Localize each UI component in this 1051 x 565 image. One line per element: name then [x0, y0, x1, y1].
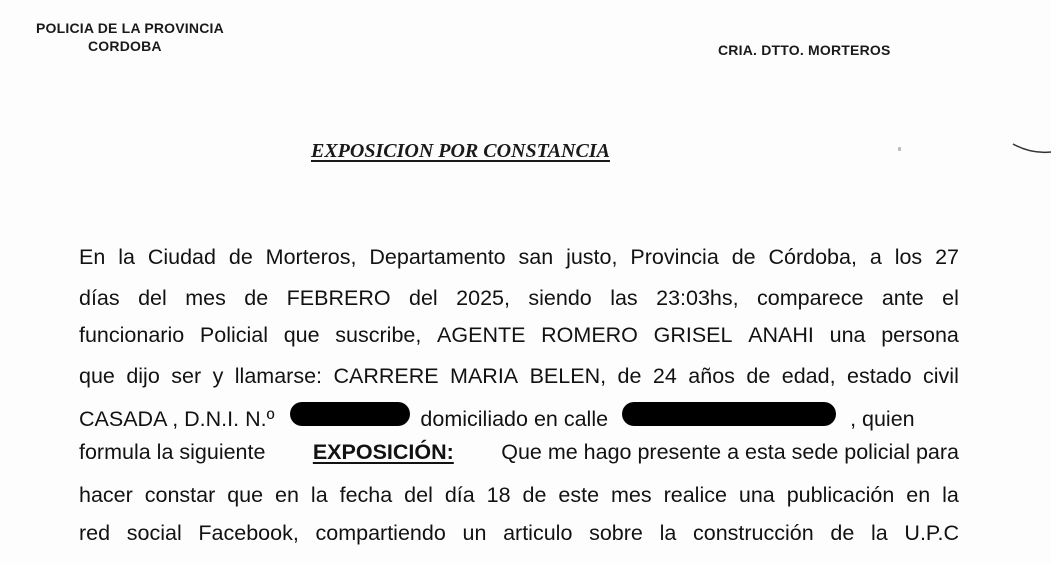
- word: la: [942, 483, 959, 507]
- body-line-3: [79, 323, 959, 348]
- word: compartiendo: [315, 521, 446, 545]
- word: FEBRERO: [286, 286, 391, 310]
- word: CARRERE: [333, 364, 439, 388]
- word: ser: [171, 364, 202, 388]
- word: años: [688, 364, 735, 388]
- word: 27: [935, 245, 959, 269]
- word: de: [830, 521, 855, 545]
- word: de: [617, 364, 642, 388]
- word: la: [118, 245, 135, 269]
- body-text-4: [79, 364, 959, 389]
- word: de: [244, 286, 269, 310]
- word: días: [79, 286, 120, 310]
- word: ante: [881, 286, 924, 310]
- word: persona: [881, 323, 959, 347]
- word: GRISEL: [653, 323, 733, 347]
- body-line-4: [79, 364, 959, 389]
- word: la: [871, 521, 888, 545]
- word: a: [869, 245, 882, 269]
- word: 24: [652, 364, 677, 388]
- body-text-1: [79, 245, 959, 270]
- scan-speck: [898, 147, 901, 151]
- scan-edge-mark: [1011, 140, 1051, 160]
- body-text-8: [79, 521, 959, 546]
- word: U.P.C: [904, 521, 959, 545]
- body-line-7: [79, 483, 959, 508]
- body-text-7: [79, 483, 959, 508]
- word: 23:03hs,: [656, 286, 739, 310]
- word: En: [79, 245, 106, 269]
- word: realice: [663, 483, 727, 507]
- word: construcción: [693, 521, 814, 545]
- word: hacer: [79, 483, 133, 507]
- word: que: [283, 323, 320, 347]
- body-text-2: [79, 286, 959, 311]
- word: funcionario: [79, 323, 185, 347]
- body-line-1: [79, 245, 959, 270]
- word: una: [829, 323, 866, 347]
- word: las: [610, 286, 638, 310]
- word: mes: [185, 286, 226, 310]
- body-text-6a: formula la siguiente: [79, 440, 266, 464]
- word: la: [310, 483, 328, 507]
- word: dijo: [126, 364, 160, 388]
- word: mes: [611, 483, 652, 507]
- body-text-3: [79, 323, 959, 348]
- word: Morteros,: [265, 245, 357, 269]
- exposition-keyword: EXPOSICIÓN:: [312, 440, 454, 464]
- word: día: [444, 483, 475, 507]
- redacted-dni: [290, 402, 410, 426]
- word: constar: [144, 483, 216, 507]
- word: justo,: [566, 245, 618, 269]
- word: red: [79, 521, 111, 545]
- header-institution: POLICIA DE LA PROVINCIA: [36, 20, 224, 36]
- word: de: [522, 483, 547, 507]
- redacted-address: [622, 402, 836, 426]
- word: sobre: [589, 521, 643, 545]
- word: fecha: [339, 483, 393, 507]
- word: del: [409, 286, 438, 310]
- word: Facebook,: [198, 521, 299, 545]
- word: la: [659, 521, 677, 545]
- word: que: [227, 483, 264, 507]
- word: 2025,: [456, 286, 510, 310]
- word: llamarse:: [234, 364, 322, 388]
- word: del: [404, 483, 433, 507]
- word: del: [138, 286, 167, 310]
- dni-label: CASADA , D.N.I. N.º: [79, 407, 275, 431]
- word: en: [906, 483, 931, 507]
- word: publicación: [786, 483, 895, 507]
- word: ANAHI: [748, 323, 814, 347]
- word: un: [462, 521, 487, 545]
- word: suscribe,: [335, 323, 422, 347]
- header-station: CRIA. DTTO. MORTEROS: [718, 42, 891, 58]
- body-line-8: [79, 521, 959, 546]
- word: 18: [486, 483, 511, 507]
- word: Córdoba,: [768, 245, 857, 269]
- word: civil: [923, 364, 959, 388]
- word: siendo: [528, 286, 592, 310]
- word: de: [731, 245, 756, 269]
- document-title: EXPOSICION POR CONSTANCIA: [311, 140, 610, 162]
- word: edad,: [781, 364, 836, 388]
- word: AGENTE: [437, 323, 526, 347]
- word: este: [558, 483, 600, 507]
- word: social: [126, 521, 182, 545]
- word: Departamento: [369, 245, 506, 269]
- address-tail: , quien: [850, 407, 915, 431]
- body-line-2: [79, 286, 959, 311]
- word: Provincia: [630, 245, 719, 269]
- word: de: [746, 364, 771, 388]
- word: una: [738, 483, 775, 507]
- word: de: [228, 245, 253, 269]
- word: Ciudad: [147, 245, 216, 269]
- word: estado: [847, 364, 912, 388]
- word: el: [942, 286, 959, 310]
- word: articulo: [503, 521, 573, 545]
- word: MARIA: [450, 364, 519, 388]
- body-line-6: [79, 440, 959, 465]
- word: que: [79, 364, 115, 388]
- word: BELEN,: [529, 364, 607, 388]
- body-line-5: [79, 402, 959, 432]
- word: san: [518, 245, 554, 269]
- word: y: [212, 364, 224, 388]
- word: comparece: [757, 286, 864, 310]
- address-label: domiciliado en calle: [420, 407, 609, 431]
- body-text-6c: Que me hago presente a esta sede policial para: [501, 440, 959, 464]
- word: en: [275, 483, 299, 507]
- header-province: CORDOBA: [88, 38, 162, 54]
- word: ROMERO: [541, 323, 638, 347]
- word: los: [894, 245, 923, 269]
- word: Policial: [199, 323, 269, 347]
